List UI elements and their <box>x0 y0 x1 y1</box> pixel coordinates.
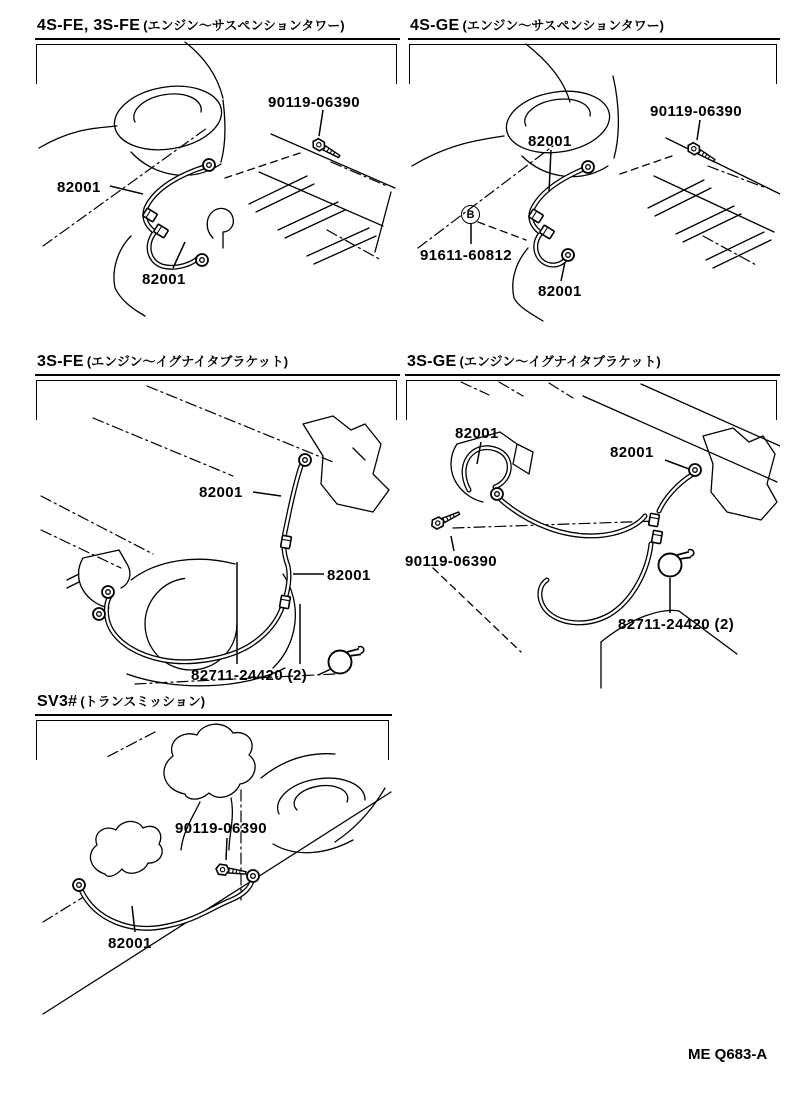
panel-scope: (エンジン～イグナイタブラケット) <box>86 354 289 369</box>
harness-part-number-label: 82001 <box>108 935 152 952</box>
connector-icon <box>540 225 555 239</box>
bolt-icon <box>215 864 246 878</box>
connector-icon <box>649 513 660 526</box>
panel-scope: (トランスミッション) <box>80 694 206 709</box>
leader-line <box>132 838 227 932</box>
harness-part-number-label: 82001 <box>538 283 582 300</box>
engine-outline <box>412 44 780 321</box>
alignment-dash-line <box>478 156 672 240</box>
ring-terminal-icon <box>247 870 259 882</box>
panel-model: 4S-GE <box>410 17 460 34</box>
panel-3sfe-igniter-bracket <box>35 352 400 692</box>
engine-outline <box>67 416 389 686</box>
panel-4sfe-3sfe-suspension-tower <box>35 16 400 350</box>
page-code: ME Q683-A <box>688 1046 768 1063</box>
engine-outline <box>451 384 780 688</box>
panel-sv3-transmission <box>35 692 392 1044</box>
panel-art-igniter-bracket-1 <box>35 352 400 692</box>
nut-part-number-label: 91611-60812 <box>420 247 512 264</box>
ring-terminal-icon <box>562 249 574 261</box>
harness-part-number-label: 82001 <box>57 179 101 196</box>
clamp-icon <box>329 647 364 674</box>
harness-part-number-label: 82001 <box>528 133 572 150</box>
panel-model: 3S-FE <box>37 353 84 370</box>
panel-model: 3S-GE <box>407 353 457 370</box>
panel-4sge-suspension-tower <box>408 16 780 350</box>
harness-part-number-label: 82001 <box>610 444 654 461</box>
leader-line <box>110 110 323 268</box>
harness-part-number-label: 82001 <box>455 425 499 442</box>
alignment-dash-line <box>433 568 521 652</box>
ring-terminal-icon <box>73 879 85 891</box>
ring-terminal-icon <box>102 586 114 598</box>
panel-model: 4S-FE, 3S-FE <box>37 17 141 34</box>
ring-terminal-icon <box>582 161 594 173</box>
panel-scope: (エンジン～サスペンションタワー) <box>143 18 345 33</box>
panel-art-suspension-tower-2 <box>408 16 780 350</box>
clamp-part-number-label: 82711-24420 (2) <box>618 616 735 633</box>
clamp-icon <box>659 550 694 577</box>
bolt-part-number-label: 90119-06390 <box>175 820 267 837</box>
connector-icon <box>154 224 169 238</box>
ring-terminal-icon <box>93 608 105 620</box>
b-callout: B <box>461 205 480 224</box>
panel-scope: (エンジン～サスペンションタワー) <box>462 18 664 33</box>
ring-terminal-icon <box>299 454 311 466</box>
ring-terminal-icon <box>689 464 701 476</box>
ring-terminal-icon <box>491 488 503 500</box>
harness-part-number-label: 82001 <box>142 271 186 288</box>
clamp-part-number-label: 82711-24420 (2) <box>191 667 308 684</box>
bolt-icon <box>686 141 717 165</box>
panel-art-transmission <box>35 692 392 1044</box>
bolt-icon <box>430 509 461 531</box>
ring-terminal-icon <box>203 159 215 171</box>
bolt-part-number-label: 90119-06390 <box>268 94 360 111</box>
panel-art-igniter-bracket-2 <box>405 352 780 692</box>
connector-icon <box>281 535 292 548</box>
panel-3sge-igniter-bracket <box>405 352 780 692</box>
bolt-part-number-label: 90119-06390 <box>650 103 742 120</box>
connector-icon <box>652 530 663 543</box>
panel-scope: (エンジン～イグナイタブラケット) <box>459 354 661 369</box>
wire-harness <box>81 881 252 928</box>
bolt-part-number-label: 90119-06390 <box>405 553 497 570</box>
bolt-icon <box>311 137 342 161</box>
connector-icon <box>280 595 291 608</box>
panel-model: SV3# <box>37 693 78 710</box>
leader-line <box>451 442 689 613</box>
harness-part-number-label: 82001 <box>327 567 371 584</box>
harness-part-number-label: 82001 <box>199 484 243 501</box>
ring-terminal-icon <box>196 254 208 266</box>
